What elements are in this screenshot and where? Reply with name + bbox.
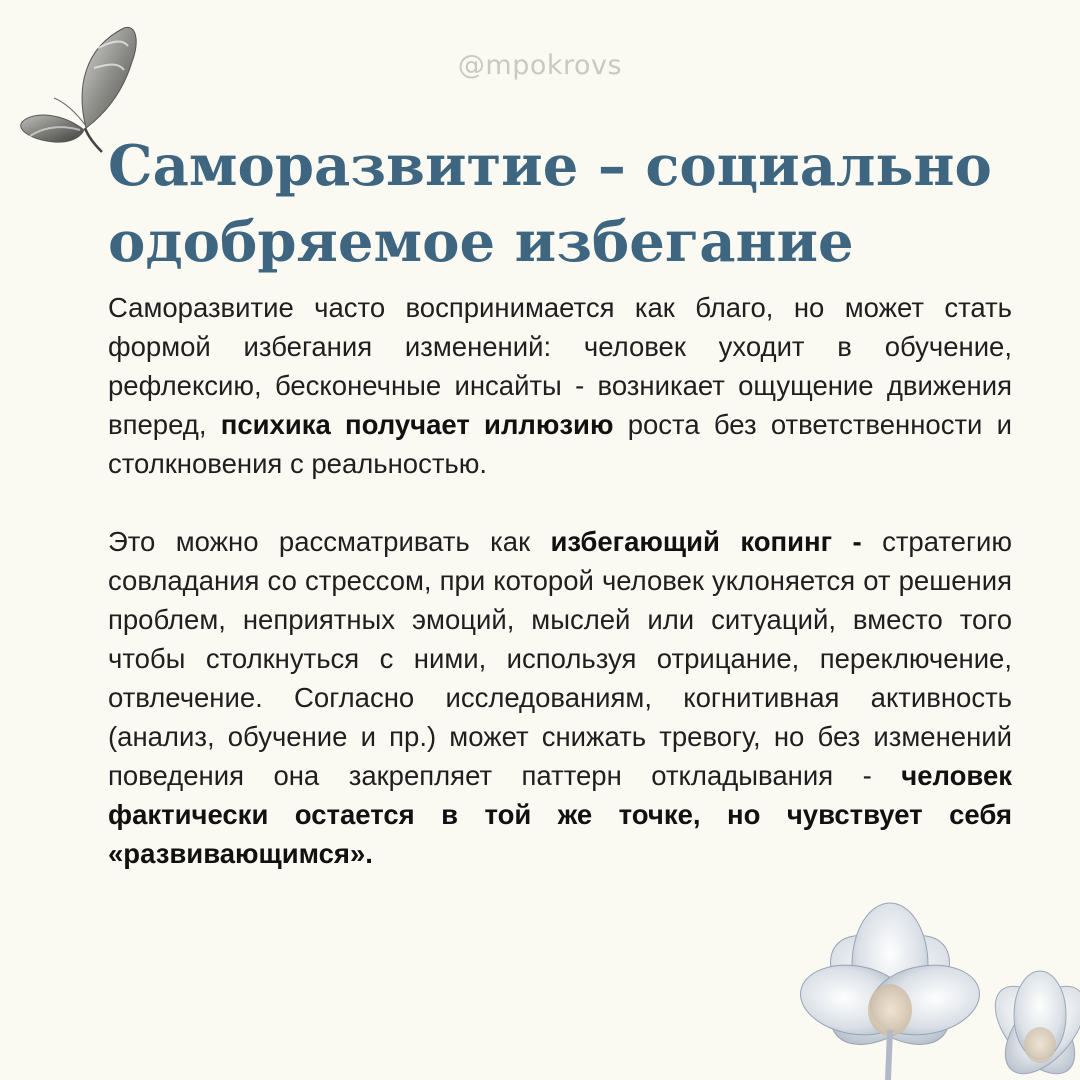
paragraph-2-bold-term: избегающий копинг - xyxy=(550,526,862,557)
paragraph-2-text: Это можно рассматривать как xyxy=(108,526,551,557)
paragraph-2 xyxy=(108,522,1012,873)
paragraph-1 xyxy=(108,288,1012,483)
article-body xyxy=(108,288,1012,873)
title-line-1: Саморазвитие – социально xyxy=(108,133,992,199)
glass-flowers-illustration xyxy=(770,880,1080,1080)
paragraph-1-text: Саморазвитие часто воспринимается как благо, но может стать формой избегания изменений: человек уходит в обучение, рефлексию, бесконечные инсайты - возникает ощущение движения вперед, xyxy=(108,292,1012,440)
paragraph-1-text-end: роста без ответственности и столкновения с реальностью. xyxy=(108,409,1013,479)
page-title xyxy=(108,128,1008,280)
paragraph-2-bold-conclusion: человек фактически остается в той же точке, но чувствует себя «развивающимся». xyxy=(108,760,1012,869)
paragraph-1-bold: психика получает иллюзию xyxy=(220,409,614,440)
title-line-2: одобряемое избегание xyxy=(108,209,854,275)
paragraph-2-text-middle: стратегию совладания со стрессом, при которой человек уклоняется от решения проблем, неприятных эмоций, мыслей или ситуаций, вместо того чтобы столкнуться с ними, используя отрицание, переключение, отвлечение. Согласно исследованиям, когнитивная активность (анализ, обучение и пр.) может снижать тревогу, но без изменений поведения она закрепляет паттерн откладывания - xyxy=(108,526,1012,791)
account-handle: @mpokrovs xyxy=(457,50,623,81)
